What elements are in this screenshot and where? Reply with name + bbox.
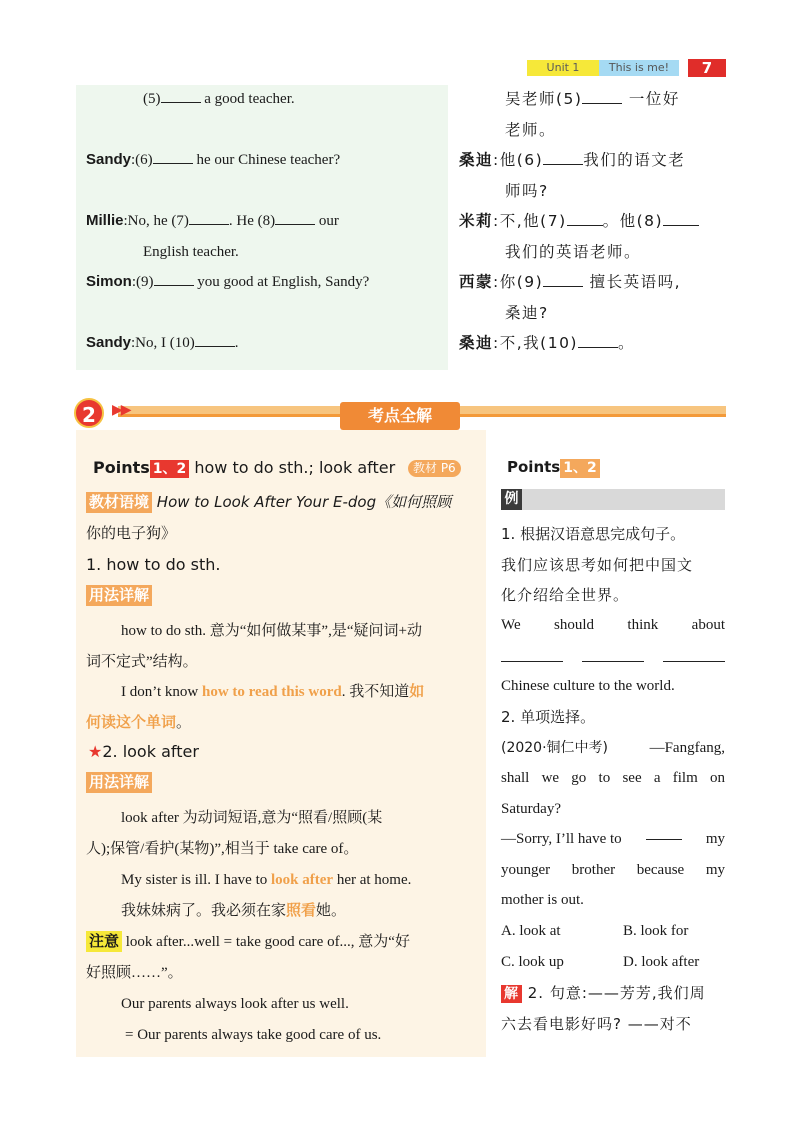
double-arrow-icon: ▶▶	[112, 402, 130, 418]
textbook-ref-badge: 教材 P6	[408, 460, 461, 477]
dialogue-line-9: Simon:(9) you good at English, Sandy?	[86, 267, 369, 297]
cn-line-7-cont: 我们的英语老师。	[505, 243, 642, 261]
unit-title: This is me!	[599, 60, 679, 76]
note-example-1: Our parents always look after us well.	[121, 996, 349, 1012]
star-icon: ★	[88, 742, 103, 761]
q1-blank-1[interactable]	[501, 661, 563, 662]
option-d[interactable]: D. look after	[623, 954, 700, 970]
note-cont: 好照顾……”。	[86, 965, 183, 981]
q2-line-1: (2020·铜仁中考) —Fangfang,	[501, 740, 725, 756]
q1-cn-2: 化介绍给全世界。	[501, 586, 630, 604]
q1-cn-1: 我们应该思考如何把中国文	[501, 556, 694, 574]
dialogue-line-10: Sandy:No, I (10) .	[86, 328, 239, 358]
section-title: 考点全解	[340, 402, 460, 430]
usage-tag-1: 用法详解	[86, 585, 152, 606]
unit-label: Unit 1	[527, 60, 599, 76]
item1-title: 1. how to do sth.	[86, 555, 221, 574]
q2-line-6: mother is out.	[501, 892, 584, 908]
q2-line-2: shall we go to see a film on	[501, 770, 725, 786]
note: 注意 look after...well = take good care of..., 意为“好	[86, 927, 410, 958]
item2-body: look after 为动词短语,意为“照看/照顾(某	[121, 810, 383, 826]
cn-line-7-8: 米莉:不,他(7) 。他(8)	[459, 206, 699, 237]
item2-body-cont: 人);保管/看护(某物)”,相当于 take care of。	[86, 841, 359, 857]
answer-line-1: 解 2. 句意:——芳芳,我们周	[501, 978, 706, 1009]
answer-line-2: 六去看电影好吗? ——对不	[501, 1015, 692, 1033]
q1-blank-2[interactable]	[582, 661, 644, 662]
option-c[interactable]: C. look up	[501, 954, 564, 970]
option-a[interactable]: A. look at	[501, 923, 561, 939]
cn-line-6: 桑迪:他(6) 我们的语文老	[459, 145, 685, 176]
cn-line-6-cont: 师吗?	[505, 182, 549, 200]
item2-example: My sister is ill. I have to look after her at home.	[121, 872, 412, 888]
points-heading: Points 1、2 how to do sth.; look after	[93, 458, 396, 477]
cn-line-5-cont: 老师。	[505, 121, 557, 139]
section-number-badge: 2	[74, 398, 104, 428]
textbook-context-cont: 你的电子狗》	[86, 524, 177, 542]
dialogue-line-7-cont: English teacher.	[143, 244, 239, 260]
page-number: 7	[688, 59, 726, 77]
example-tag: 例	[501, 489, 522, 510]
q1-en-words: We should think about	[501, 617, 725, 633]
note-tag: 注意	[86, 931, 122, 952]
item1-example-cont: 何读这个单词。	[86, 715, 192, 731]
item1-example: I don’t know how to read this word. 我不知道如	[121, 684, 425, 700]
right-points-heading: Points 1、2	[507, 455, 600, 479]
item1-body-cont: 词不定式”结构。	[86, 654, 198, 670]
cn-line-9-cont: 桑迪?	[505, 304, 549, 322]
cn-line-9: 西蒙:你(9) 擅长英语吗,	[459, 267, 681, 298]
q1-title: 1. 根据汉语意思完成句子。	[501, 525, 686, 543]
q2-line-5: younger brother because my	[501, 862, 725, 878]
q1-blank-3[interactable]	[663, 661, 725, 662]
item2-title: ★2. look after	[88, 742, 199, 761]
example-bar	[501, 489, 725, 510]
q2-line-4: —Sorry, I’ll have to my	[501, 824, 725, 855]
cn-line-5: 吴老师(5) 一位好	[505, 84, 680, 114]
item1-body: how to do sth. 意为“如何做某事”,是“疑问词+动	[121, 623, 422, 639]
cn-line-10: 桑迪:不,我(10) 。	[459, 328, 635, 359]
dialogue-line-7-8: Millie:No, he (7) . He (8) our	[86, 206, 438, 236]
note-example-2: = Our parents always take good care of us.	[125, 1027, 382, 1043]
answer-tag: 解	[501, 985, 522, 1003]
dialogue-line-6: Sandy:(6) he our Chinese teacher?	[86, 145, 340, 175]
q2-line-3: Saturday?	[501, 801, 561, 817]
q1-tail: Chinese culture to the world.	[501, 678, 675, 694]
dialogue-line-5: (5) a good teacher.	[143, 84, 295, 114]
option-b[interactable]: B. look for	[623, 923, 689, 939]
item2-example-cn: 我妹妹病了。我必须在家照看她。	[121, 903, 347, 919]
q2-title: 2. 单项选择。	[501, 708, 596, 726]
usage-tag-2: 用法详解	[86, 772, 152, 793]
textbook-context: 教材语境 How to Look After Your E-dog《如何照顾	[86, 490, 451, 514]
